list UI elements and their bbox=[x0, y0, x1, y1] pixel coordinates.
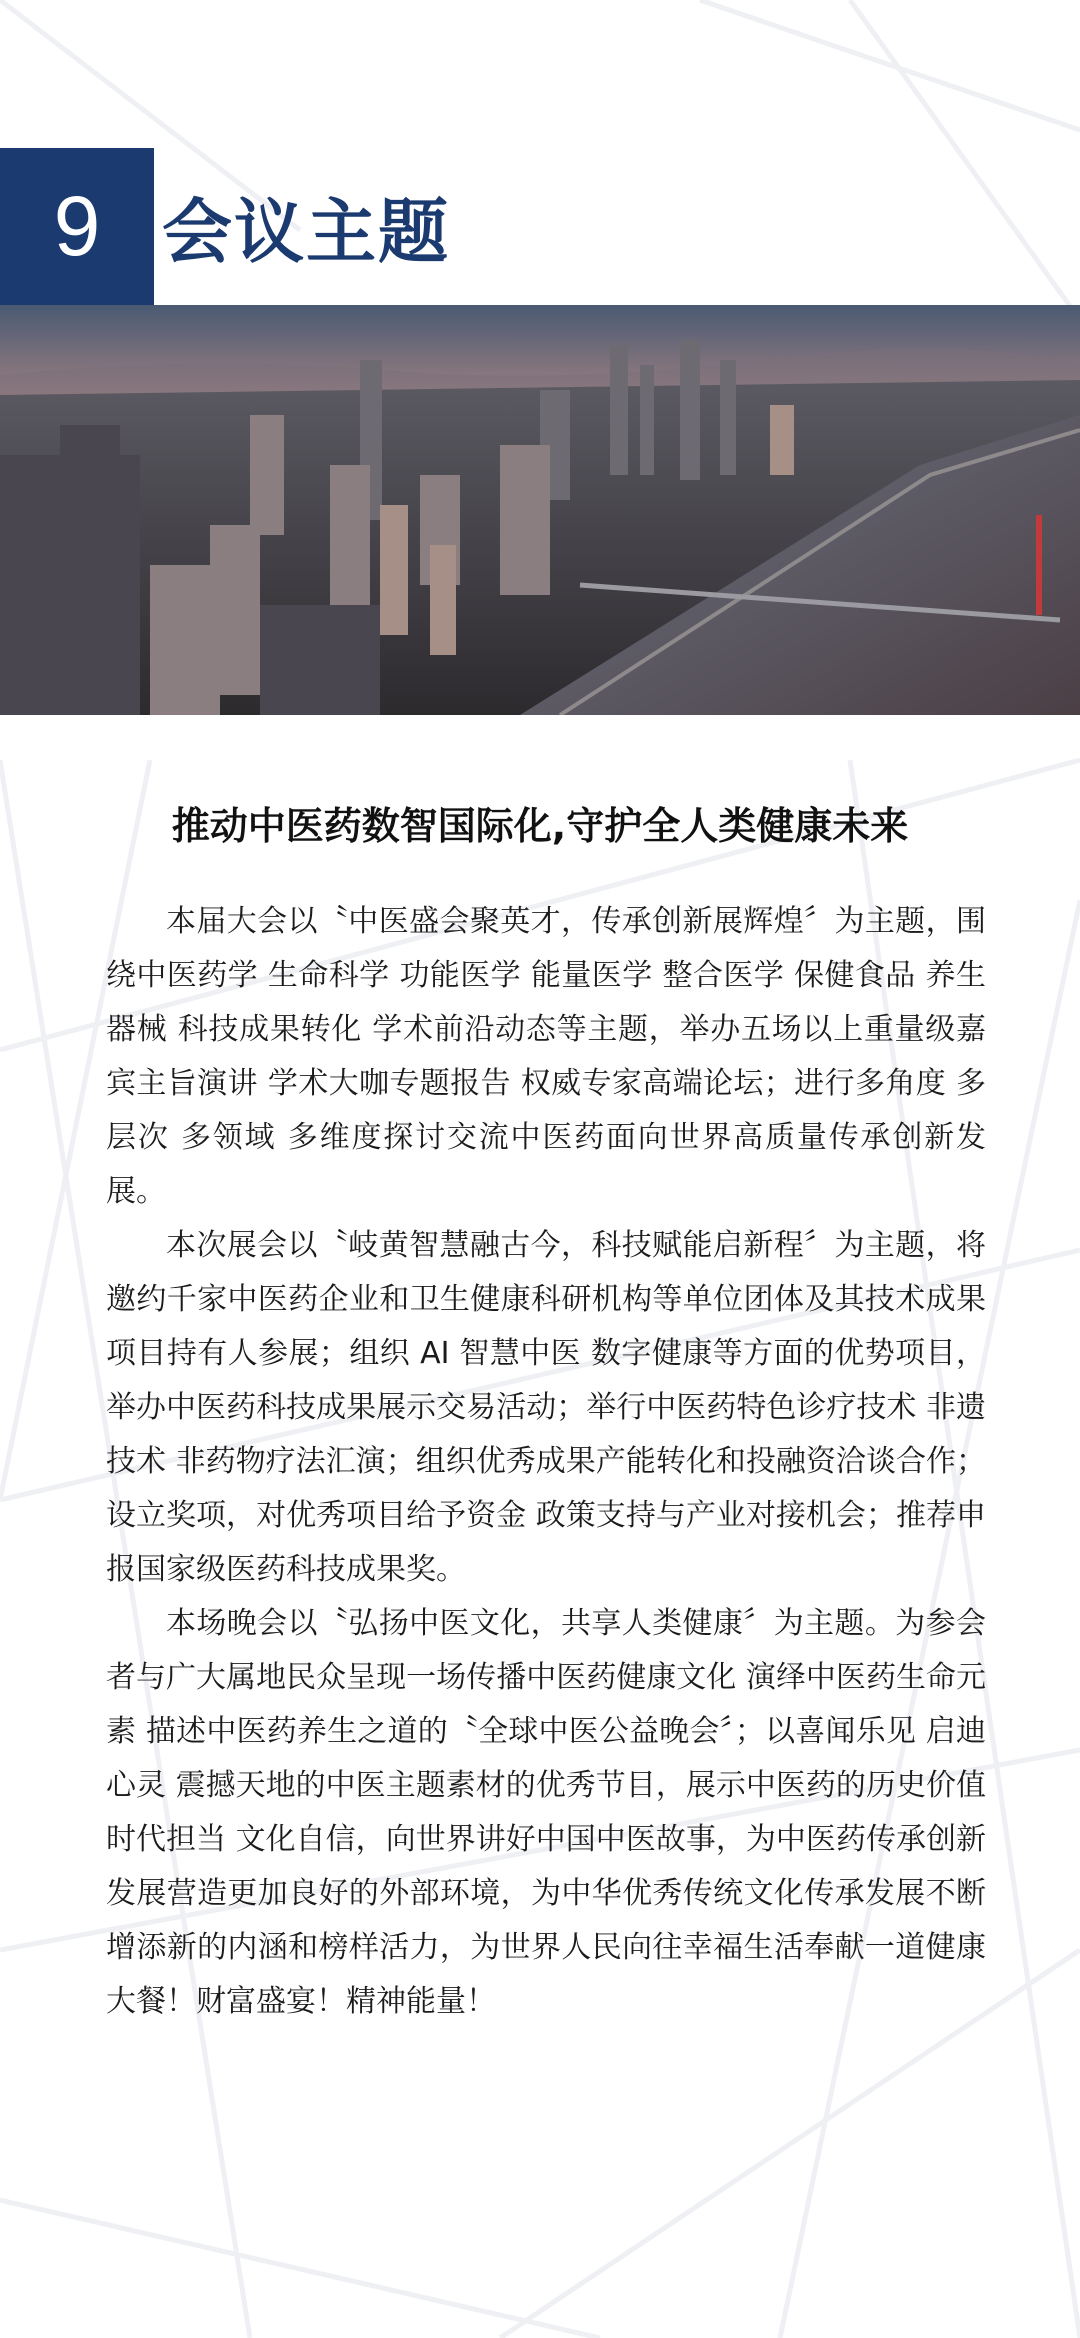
section-title: 会议主题 bbox=[162, 191, 450, 273]
section-number: 9 bbox=[53, 179, 101, 273]
subtitle: 推动中医药数智国际化,守护全人类健康未来 bbox=[171, 804, 909, 848]
city-skyline-photo bbox=[0, 305, 1080, 715]
paragraph-gala: 本场晚会以〝弘扬中医文化，共享人类健康〞为主题。为参会者与广大属地民众呈现一场传播中医药健康文化 演绎中医药生命元素 描述中医药养生之道的〝全球中医公益晚会〞；以喜闻乐见 启迪心灵 震撼天地的中医主题素材的优秀节目，展示中医药的历史价值 时代担当 文化自信，向世界讲好中国中医故事，为中医药传承创新发展营造更加良好的外部环境，为中华优秀传统文化传承发展不断增添新的内涵和榜样活力，为世界人民向往幸福生活奉献一道健康大餐！财富盛宴！精神能量！ bbox=[106, 1606, 986, 2019]
paragraph-exhibition: 本次展会以〝岐黄智慧融古今，科技赋能启新程〞为主题，将邀约千家中医药企业和卫生健康科研机构等单位团体及其技术成果项目持有人参展；组织 AI 智慧中医 数字健康等方面的优势项目，举办中医药科技成果展示交易活动；举行中医药特色诊疗技术 非遗技术 非药物疗法汇演；组织优秀成果产能转化和投融资洽谈合作；设立奖项，对优秀项目给予资金 政策支持与产业对接机会；推荐申报国家级医药科技成果奖。 bbox=[106, 1228, 986, 1587]
section-number-badge bbox=[0, 148, 154, 305]
paragraph-conference: 本届大会以〝中医盛会聚英才，传承创新展辉煌〞为主题，围绕中医药学 生命科学 功能医学 能量医学 整合医学 保健食品 养生器械 科技成果转化 学术前沿动态等主题，举办五场以上重量级嘉宾主旨演讲 学术大咖专题报告 权威专家高端论坛；进行多角度 多层次 多领域 多维度探讨交流中医药面向世界高质量传承创新发展。 bbox=[106, 904, 986, 1209]
body-text bbox=[106, 895, 986, 2029]
section-header bbox=[0, 148, 1080, 305]
